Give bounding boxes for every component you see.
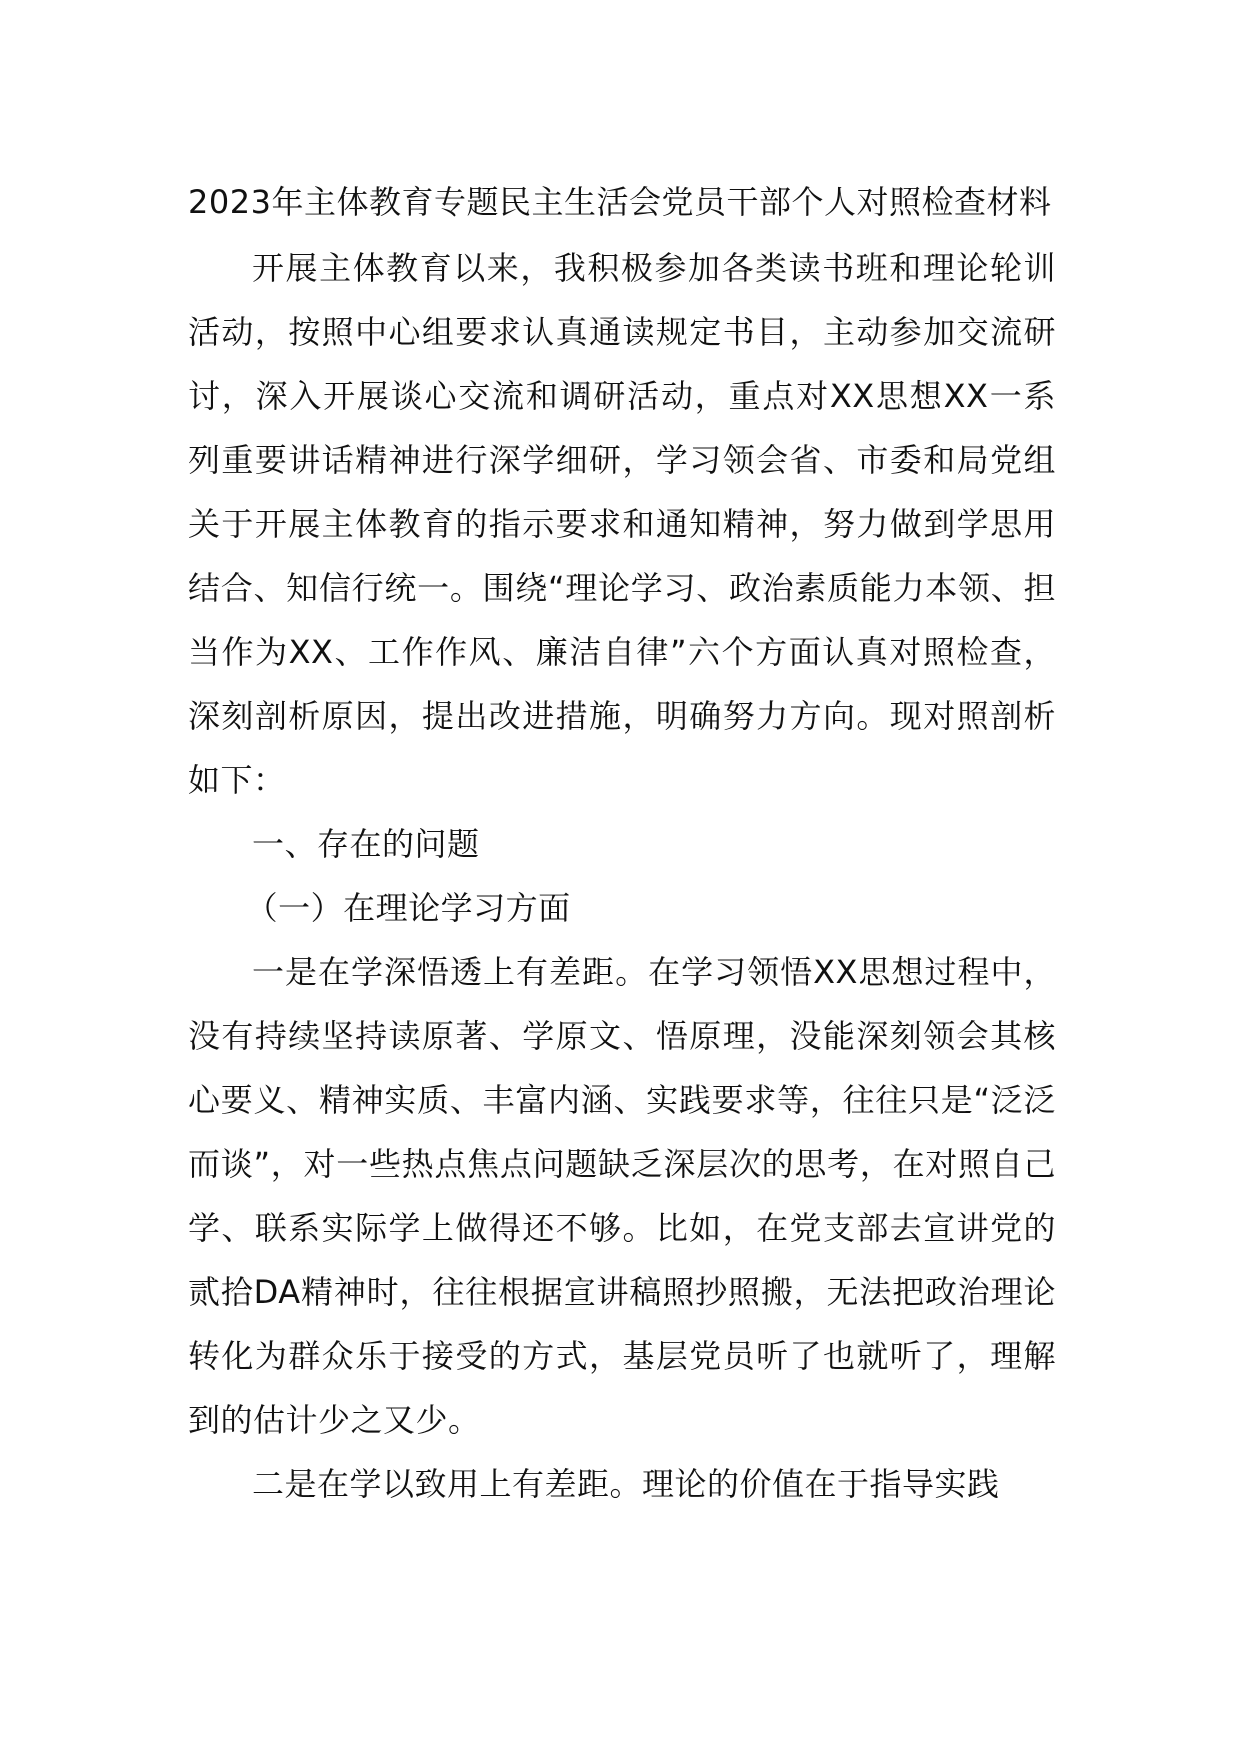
document-page [188, 172, 1056, 1516]
intro-paragraph: 开展主体教育以来，我积极参加各类读书班和理论轮训活动，按照中心组要求认真通读规定书目，主动参加交流研讨，深入开展谈心交流和调研活动，重点对XX思想XX一系列重要讲话精神进行深学细研，学习领会省、市委和局党组关于开展主体教育的指示要求和通知精神，努力做到学思用结合、知信行统一。围绕“理论学习、政治素质能力本领、担当作为XX、工作作风、廉洁自律”六个方面认真对照检查，深刻剖析原因，提出改进措施，明确努力方向。现对照剖析如下： [188, 249, 1056, 799]
point-one-paragraph: 一是在学深悟透上有差距。在学习领悟XX思想过程中，没有持续坚持读原著、学原文、悟原理，没能深刻领会其核心要义、精神实质、丰富内涵、实践要求等，往往只是“泛泛而谈”，对一些热点焦点问题缺乏深层次的思考，在对照自己学、联系实际学上做得还不够。比如，在党支部去宣讲党的贰拾DA精神时，往往根据宣讲稿照抄照搬，无法把政治理论转化为群众乐于接受的方式，基层党员听了也就听了，理解到的估计少之又少。 [188, 953, 1056, 1439]
document-title: 2023年主体教育专题民主生活会党员干部个人对照检查材料 [188, 183, 1052, 221]
point-two-paragraph: 二是在学以致用上有差距。理论的价值在于指导实践 [252, 1465, 1000, 1503]
section-heading-problems: 一、存在的问题 [252, 825, 480, 863]
subsection-heading-theory-study: （一）在理论学习方面 [245, 889, 571, 927]
